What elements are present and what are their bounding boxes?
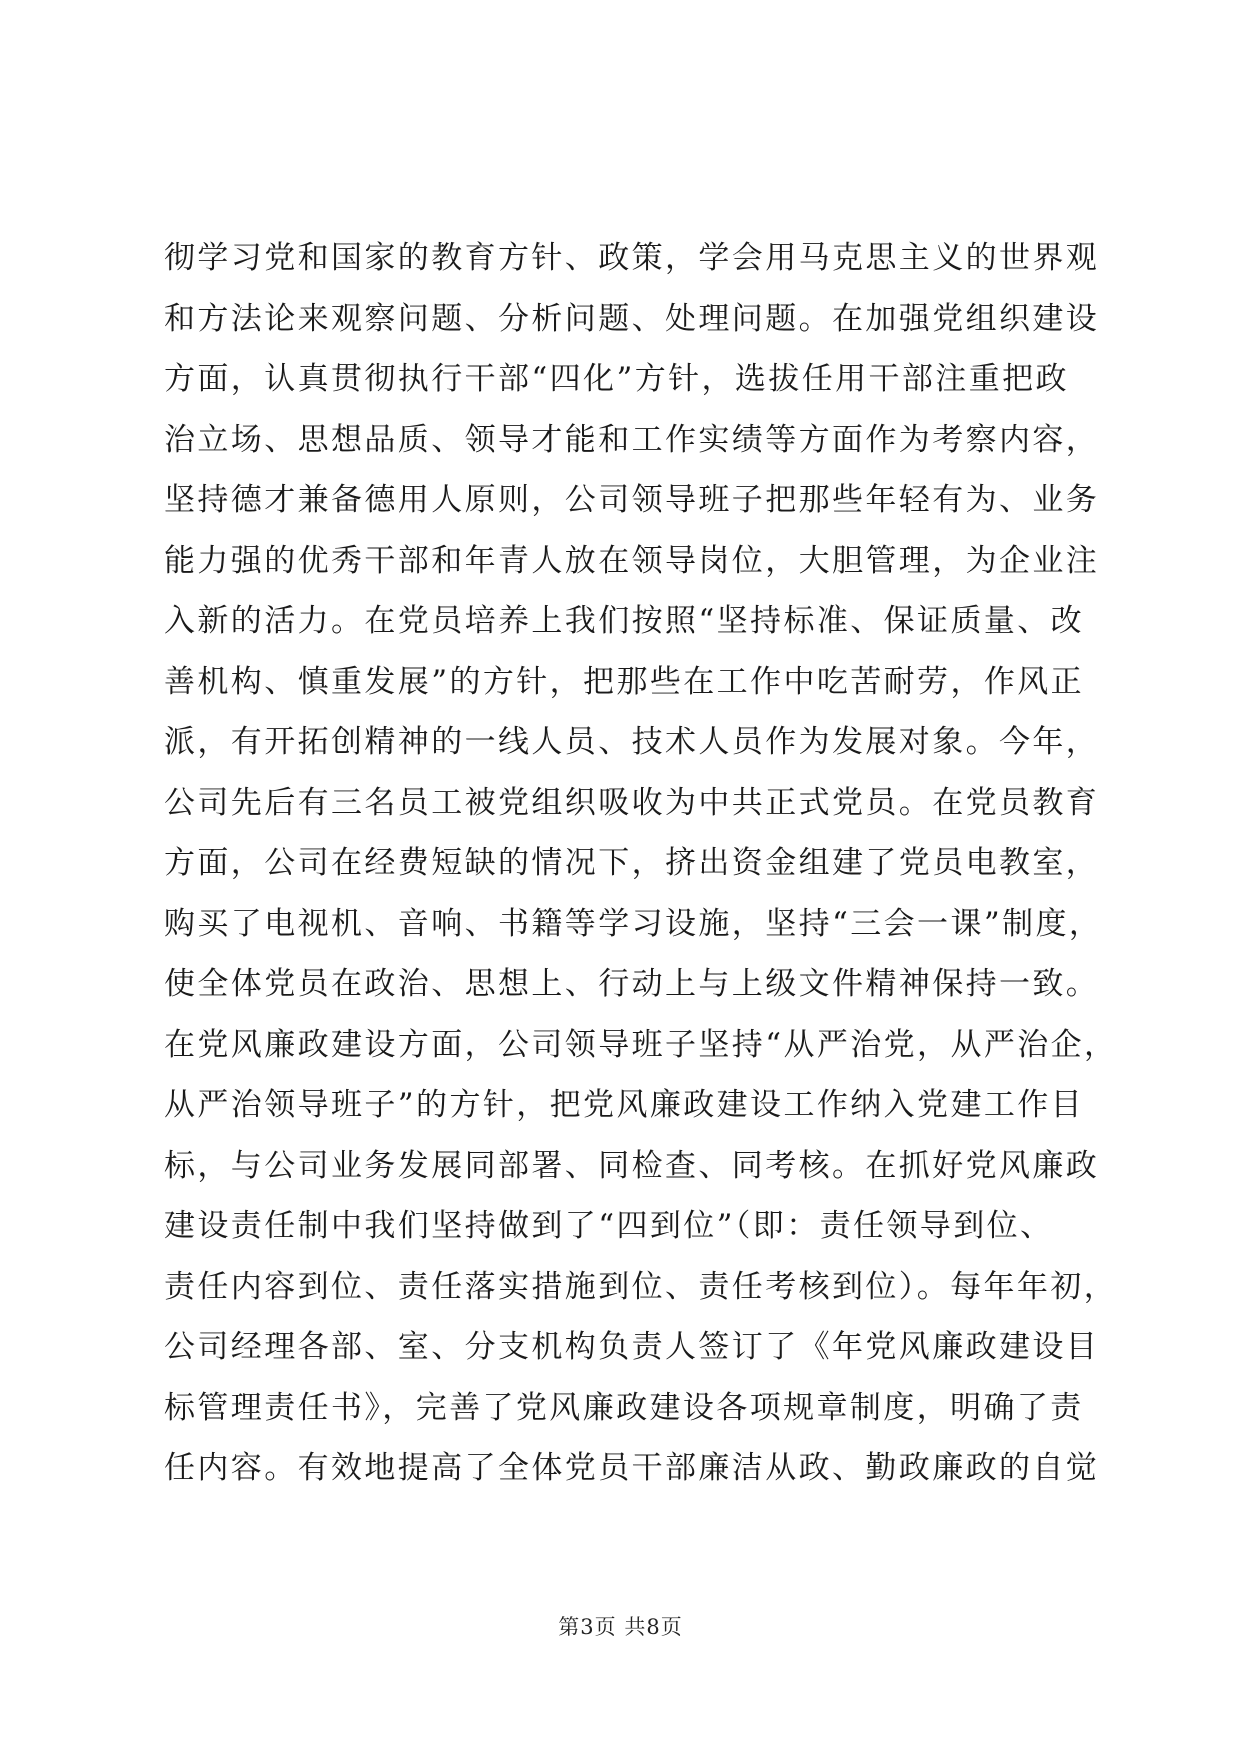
text-line: 和方法论来观察问题、分析问题、处理问题。在加强党组织建设	[164, 300, 1100, 337]
text-line: 使全体党员在政治、思想上、行动上与上级文件精神保持一致。	[164, 966, 1100, 1002]
text-line: 公司经理各部、室、分支机构负责人签订了《年党风廉政建设目	[164, 1329, 1100, 1365]
text-line: 方面，公司在经费短缺的情况下，挤出资金组建了党员电教室，	[164, 845, 1100, 881]
body-text	[164, 228, 1118, 1499]
page-number-footer: 第3页 共8页	[558, 1615, 683, 1639]
text-line: 购买了电视机、音响、书籍等学习设施，坚持“三会一课”制度，	[164, 905, 1103, 942]
text-line: 标管理责任书》，完善了党风廉政建设各项规章制度，明确了责	[164, 1389, 1084, 1426]
text-line: 责任内容到位、责任落实措施到位、责任考核到位）。每年年初，	[164, 1268, 1118, 1305]
text-line: 入新的活力。在党员培养上我们按照“坚持标准、保证质量、改	[164, 603, 1085, 639]
text-line: 善机构、慎重发展”的方针，把那些在工作中吃苦耐劳，作风正	[164, 663, 1085, 700]
text-line: 标，与公司业务发展同部署、同检查、同考核。在抓好党风廉政	[164, 1147, 1100, 1184]
text-line: 在党风廉政建设方面，公司领导班子坚持“从严治党，从严治企，	[164, 1026, 1118, 1063]
text-line: 建设责任制中我们坚持做到了“四到位”（即：责任领导到位、	[164, 1208, 1054, 1244]
text-line: 方面，认真贯彻执行干部“四化”方针，选拔任用干部注重把政	[164, 361, 1069, 397]
text-line: 彻学习党和国家的教育方针、政策，学会用马克思主义的世界观	[164, 240, 1100, 276]
text-line: 任内容。有效地提高了全体党员干部廉洁从政、勤政廉政的自觉	[164, 1450, 1100, 1486]
text-line: 从严治领导班子”的方针，把党风廉政建设工作纳入党建工作目	[164, 1087, 1085, 1123]
text-line: 派，有开拓创精神的一线人员、技术人员作为发展对象。今年，	[164, 724, 1100, 760]
text-line: 治立场、思想品质、领导才能和工作实绩等方面作为考察内容，	[164, 421, 1100, 458]
text-line: 能力强的优秀干部和年青人放在领导岗位，大胆管理，为企业注	[164, 542, 1100, 579]
text-line: 公司先后有三名员工被党组织吸收为中共正式党员。在党员教育	[164, 784, 1100, 821]
text-line: 坚持德才兼备德用人原则，公司领导班子把那些年轻有为、业务	[164, 482, 1100, 518]
